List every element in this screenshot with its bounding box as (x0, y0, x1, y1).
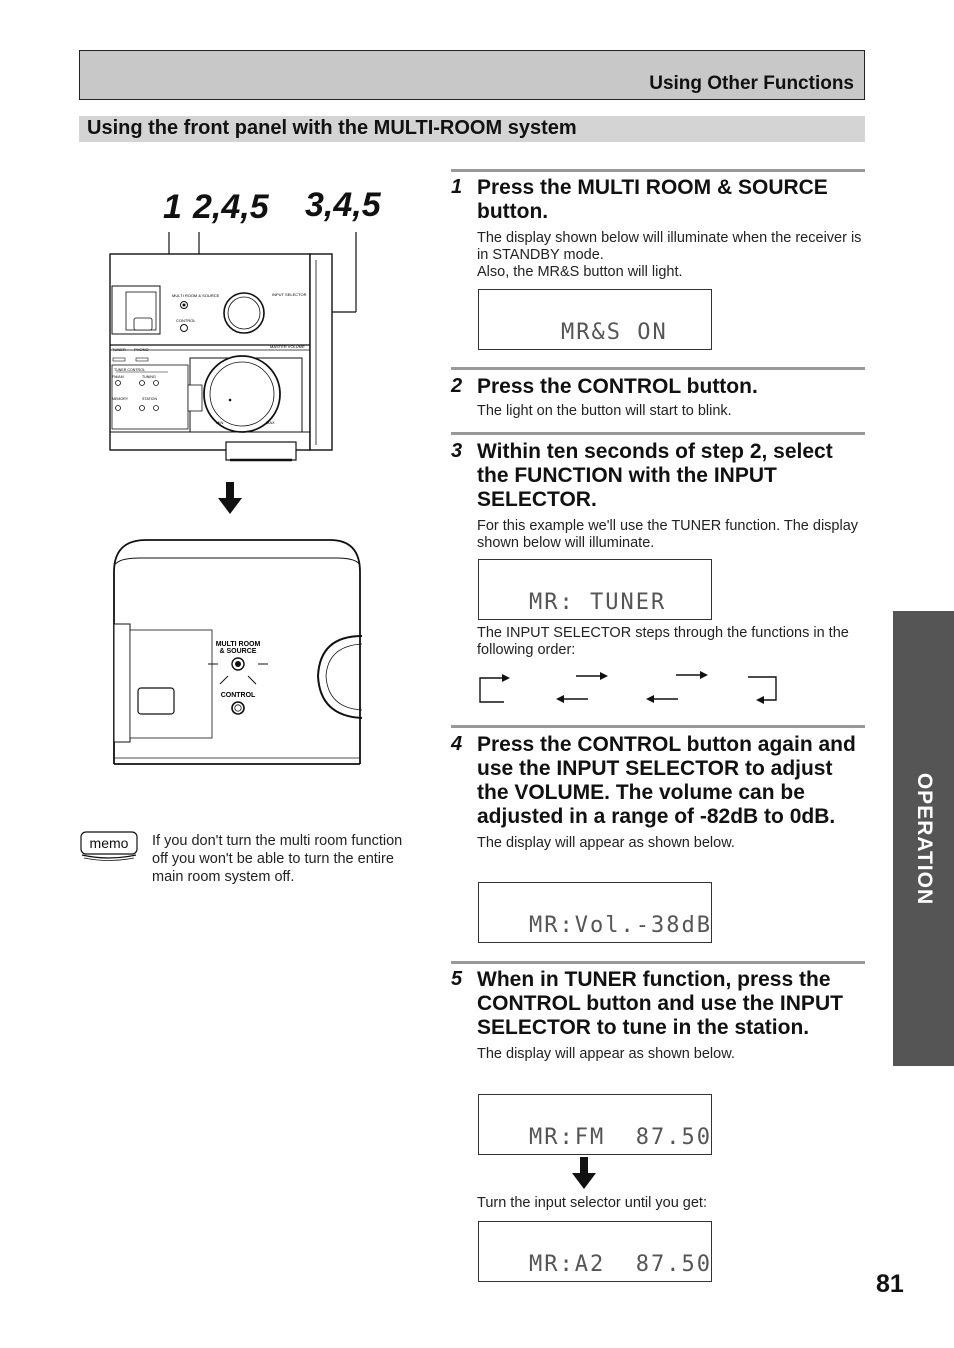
section-bar (79, 116, 865, 142)
step-rule-3 (451, 432, 865, 435)
callout-2-4-5: 2,4,5 (193, 188, 269, 226)
label-memory: MEMORY (112, 397, 129, 401)
label-phono: PHONO (134, 347, 149, 352)
step-text: The light on the button will start to blink. (477, 403, 732, 419)
label-tuning: TUNING (142, 375, 156, 379)
step-3 (451, 440, 865, 552)
display-text: MR&S ON (561, 320, 668, 345)
step-1 (451, 176, 865, 281)
step-text: Also, the MR&S button will light. (477, 264, 683, 280)
zoomed-panel-illustration (110, 536, 366, 768)
label-max: MAX (266, 420, 275, 425)
zoom-label-multiroom: MULTI ROOM (215, 641, 261, 648)
step-number: 3 (451, 440, 463, 462)
turn-note: Turn the input selector until you get: (477, 1195, 707, 1211)
label-station: STATION (142, 397, 158, 401)
side-tab-label: OPERATION (912, 772, 936, 905)
display-mr-vol (478, 882, 712, 943)
step-rule-1 (451, 169, 865, 172)
step-number: 2 (451, 375, 463, 397)
label-min: MIN (216, 420, 224, 425)
memo-text: If you don't turn the multi room function off you won't be able to turn the entire main room system off. (152, 833, 403, 885)
step-4 (451, 733, 865, 852)
memo-icon (80, 831, 138, 861)
display-text: MR:FM 87.50 (529, 1125, 712, 1150)
arrow-down-icon (218, 482, 242, 516)
callout-1: 1 (163, 188, 182, 226)
step-title: Press the MULTI ROOM & SOURCE button. (477, 176, 828, 223)
step-text: The display will appear as shown below. (477, 835, 735, 851)
zoom-label-control: CONTROL (220, 692, 256, 699)
display-text: MR:A2 87.50 (529, 1252, 712, 1277)
section-title: Using the front panel with the MULTI-ROOM system (87, 117, 577, 139)
page-number: 81 (876, 1270, 904, 1298)
step-number: 1 (451, 176, 463, 198)
label-tuner: TUNER (112, 347, 126, 352)
display-mr-a2 (478, 1221, 712, 1282)
display-text: MR:Vol.-38dB (529, 913, 712, 938)
receiver-front-panel-illustration (108, 220, 368, 520)
step-title: When in TUNER function, press the CONTROL button and use the INPUT SELECTOR to tune in the station. (477, 968, 843, 1039)
label-input-selector: INPUT SELECTOR (272, 292, 307, 297)
display-text: MR: TUNER (529, 590, 667, 615)
header-title: Using Other Functions (649, 73, 854, 94)
display-mr-tuner (478, 559, 712, 620)
step-title: Within ten seconds of step 2, select the FUNCTION with the INPUT SELECTOR. (477, 440, 833, 511)
step-rule-5 (451, 961, 865, 964)
header-bar (79, 50, 865, 100)
zoom-label-source: & SOURCE (219, 648, 257, 655)
step-rule-2 (451, 367, 865, 370)
step-2 (451, 375, 865, 420)
function-order-arrows (478, 670, 782, 706)
label-fm-am: FM/AM (112, 375, 124, 379)
label-master-volume: MASTER VOLUME (270, 344, 305, 349)
arrow-down-icon (572, 1157, 596, 1191)
step-title: Press the CONTROL button again and use the INPUT SELECTOR to adjust the VOLUME. The volume can be adjusted in a range of -82dB to 0dB. (477, 733, 856, 828)
label-multiroom-small: MULTI ROOM & SOURCE (172, 293, 220, 298)
side-tab-operation (893, 611, 954, 1066)
step-text: The display shown below will illuminate when the receiver is in STANDBY mode. (477, 230, 862, 263)
step-number: 5 (451, 968, 463, 990)
step-title: Press the CONTROL button. (477, 375, 758, 398)
step-5 (451, 968, 865, 1063)
memo-label: memo (89, 835, 129, 851)
input-selector-note: The INPUT SELECTOR steps through the functions in the following order: (477, 625, 849, 658)
label-control-small: CONTROL (176, 318, 196, 323)
display-mr-fm (478, 1094, 712, 1155)
step-text: The display will appear as shown below. (477, 1046, 735, 1062)
step-text: For this example we'll use the TUNER function. The display shown below will illuminate. (477, 518, 859, 551)
callout-3-4-5: 3,4,5 (305, 186, 381, 224)
label-tuner-control: TUNER CONTROL (114, 368, 145, 372)
display-mrs-on (478, 289, 712, 350)
step-rule-4 (451, 725, 865, 728)
step-number: 4 (451, 733, 463, 755)
